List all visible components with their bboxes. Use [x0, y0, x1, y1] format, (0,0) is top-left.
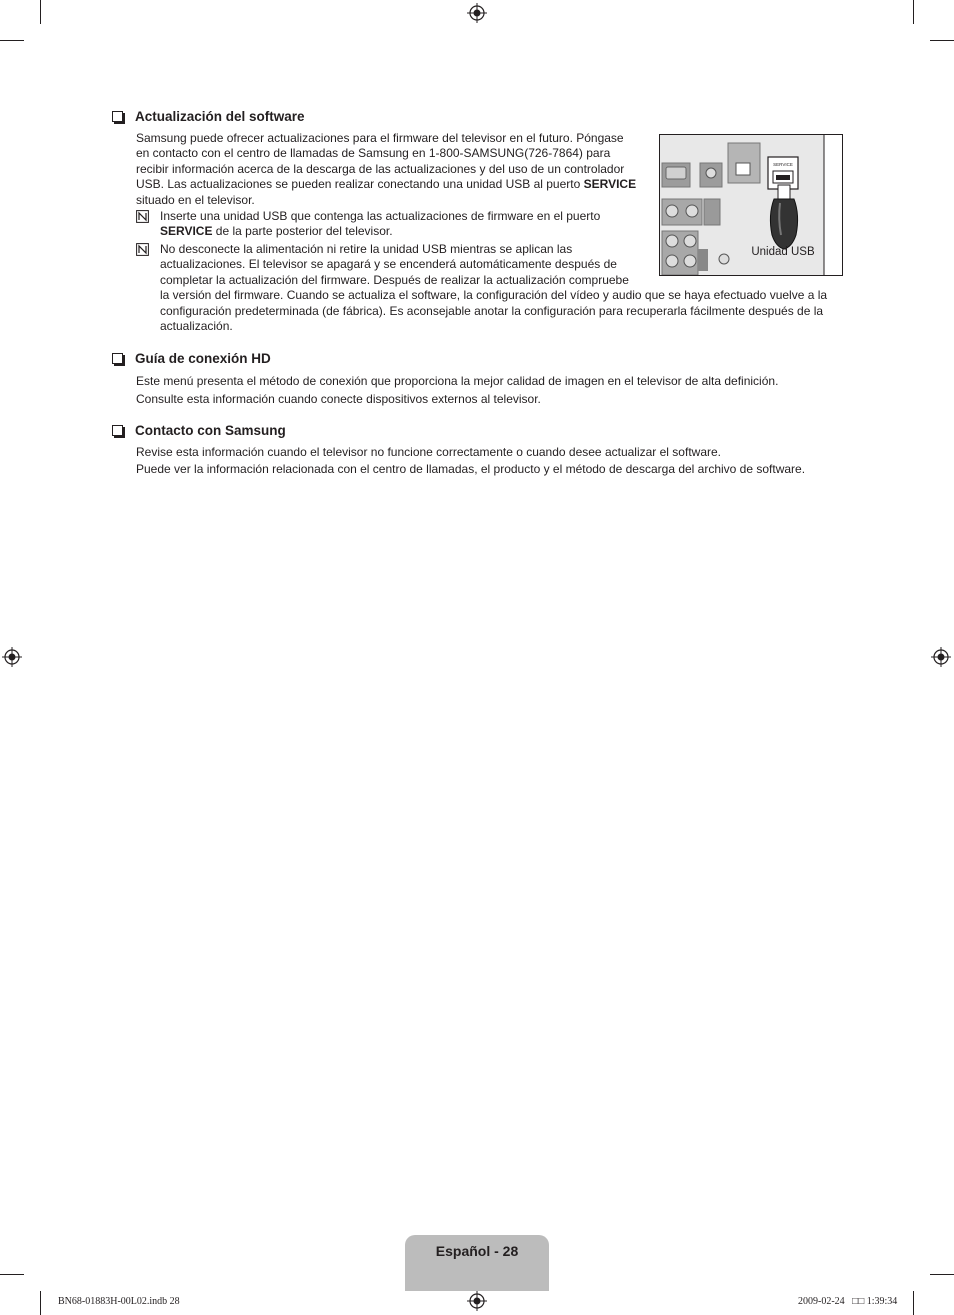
- registration-mark-icon: [2, 647, 22, 667]
- note-line: [160, 224, 600, 239]
- registration-mark-icon: [467, 3, 487, 23]
- section-title: Actualización del software: [135, 109, 305, 124]
- section-title: Guía de conexión HD: [135, 351, 271, 366]
- paragraph-text: USB. Las actualizaciones se pueden realizar conectando una unidad USB al puerto: [136, 177, 584, 192]
- service-bold-text: SERVICE: [160, 224, 213, 239]
- rear-panel-illustration: [660, 135, 842, 275]
- paragraph-line: recibir información acerca de la descarga de las actualizaciones y del uso de un controlador: [136, 161, 625, 176]
- note-line: la versión del firmware. Cuando se actualiza el software, la configuración del vídeo y audio que se haya efectuado vuelve a la: [160, 288, 828, 303]
- note-icon: [136, 210, 149, 223]
- section-heading-software-update: [112, 109, 305, 124]
- figure-caption: Unidad USB: [751, 246, 815, 258]
- registration-mark-icon: [931, 647, 951, 667]
- note-line: actualización.: [160, 319, 233, 334]
- paragraph-line: Revise esta información cuando el televisor no funcione correctamente o cuando desee actualizar el software.: [136, 445, 721, 459]
- crop-mark: [913, 0, 914, 24]
- paragraph-line: Puede ver la información relacionada con el centro de llamadas, el producto y el método de descarga del archivo de software.: [136, 462, 806, 476]
- checkbox-bullet-icon: [112, 111, 123, 122]
- crop-mark: [930, 1274, 954, 1275]
- paragraph-line: Consulte esta información cuando conecte dispositivos externos al televisor.: [136, 392, 541, 406]
- section-heading-contact-samsung: [112, 423, 286, 438]
- date-slug: 2009-02-24 □□ 1:39:34: [798, 1296, 898, 1307]
- crop-mark: [40, 0, 41, 24]
- page-number: Español - 28: [435, 1243, 519, 1259]
- service-bold-text: SERVICE: [583, 177, 637, 192]
- paragraph-line: Samsung puede ofrecer actualizaciones para el firmware del televisor en el futuro. Póngase: [136, 131, 624, 145]
- note-icon: [136, 243, 149, 256]
- note-line: No desconecte la alimentación ni retire la unidad USB mientras se aplican las: [160, 242, 573, 256]
- contact-samsung-paragraph: [136, 444, 844, 478]
- hd-guide-paragraph: [136, 372, 844, 408]
- crop-mark: [40, 1291, 41, 1315]
- section-title: Contacto con Samsung: [135, 423, 286, 438]
- crop-mark: [0, 1274, 24, 1275]
- section-heading-hd-guide: [112, 351, 271, 366]
- file-slug: BN68-01883H-00L02.indb 28: [58, 1296, 180, 1307]
- crop-mark: [930, 40, 954, 41]
- note-line: Inserte una unidad USB que contenga las actualizaciones de firmware en el puerto: [160, 209, 601, 223]
- note-line: actualizaciones. El televisor se apagará y se encenderá automáticamente después de: [160, 257, 617, 272]
- paragraph-line: Este menú presenta el método de conexión que proporciona la mejor calidad de imagen en el televisor de alta definición.: [136, 374, 779, 388]
- registration-mark-icon: [467, 1291, 487, 1311]
- paragraph-line: en contacto con el centro de llamadas de Samsung en 1-800-SAMSUNG(726-7864) para: [136, 146, 611, 161]
- crop-mark: [0, 40, 24, 41]
- note-line: completar la actualización del firmware. Después de realizar la actualización compruebe: [160, 272, 629, 287]
- paragraph-line: situado en el televisor.: [136, 192, 255, 207]
- note-line: configuración predeterminada (de fábrica). Es aconsejable anotar la configuración para recuperarla fácilmente después de la: [160, 303, 824, 318]
- note-text: [160, 209, 600, 240]
- tv-rear-panel-figure: [659, 134, 843, 276]
- checkbox-bullet-icon: [112, 353, 123, 364]
- note-line-text: de la parte posterior del televisor.: [212, 224, 393, 239]
- crop-mark: [913, 1291, 914, 1315]
- checkbox-bullet-icon: [112, 425, 123, 436]
- service-port-label: SERVICE: [773, 162, 793, 167]
- page-number-tab: [405, 1235, 549, 1291]
